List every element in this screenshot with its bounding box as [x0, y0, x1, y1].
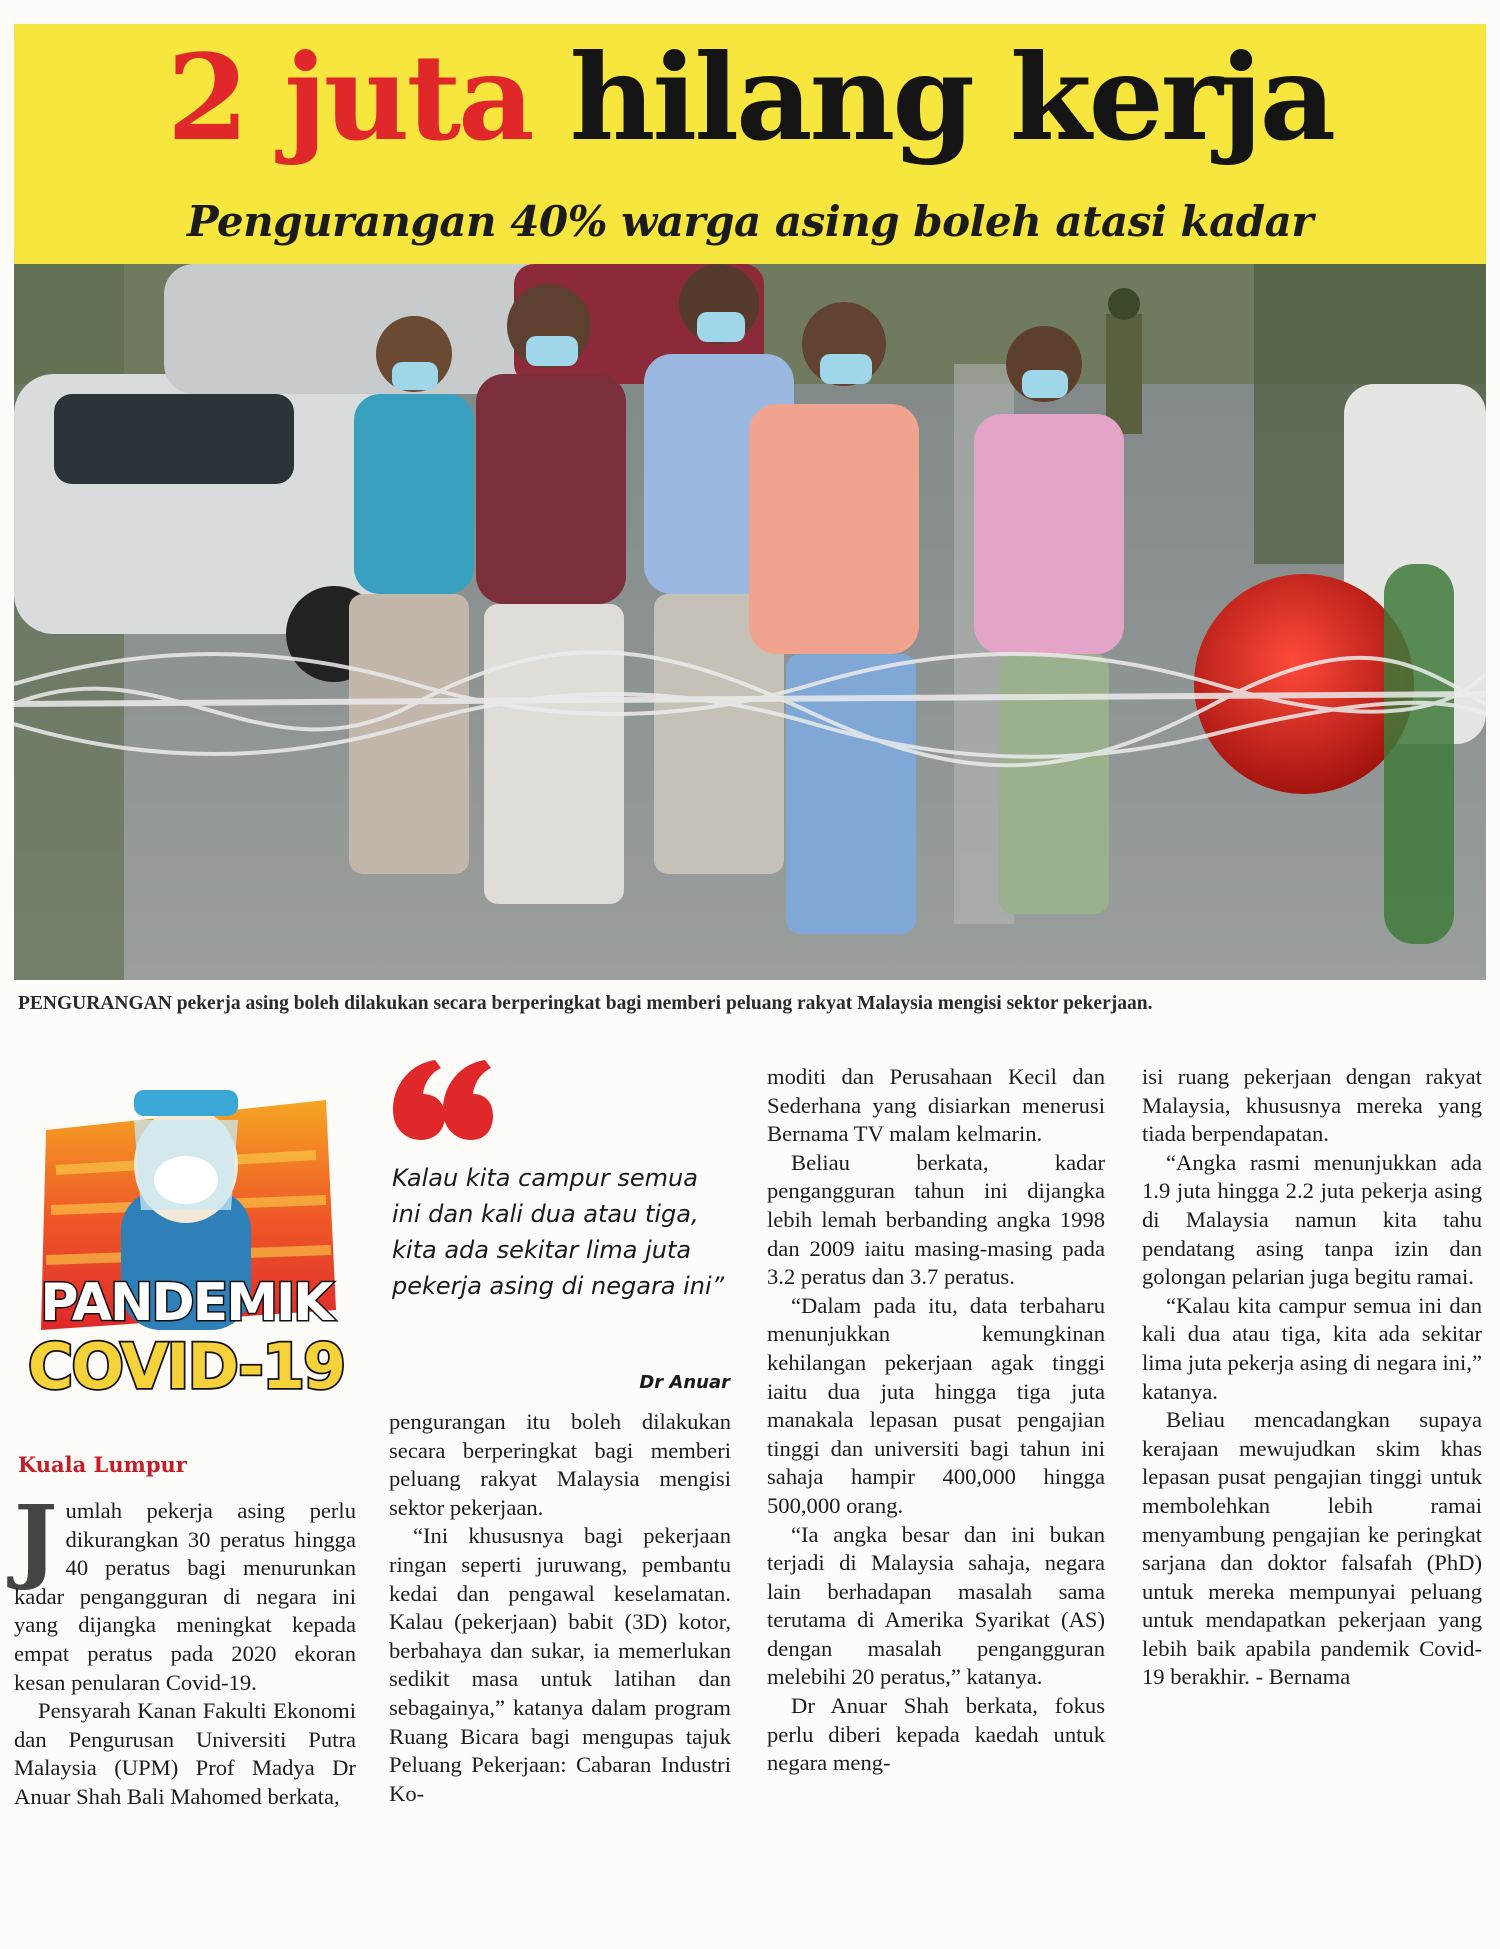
article-paragraph: “Ini khususnya bagi pekerjaan ringan seperti juruwang, pembantu kedai dan pengawal keselamatan. Kalau (pekerjaan) babit (3D) kotor, berbahaya dan sukar, ia memerlukan sedikit masa untuk latihan dan sebagainya,” katanya dalam program Ruang Bicara bagi mengupas tajuk Peluang Pekerjaan: Cabaran Industri Ko- [389, 1523, 731, 1806]
article-paragraph: pengurangan itu boleh dilakukan secara berperingkat bagi memberi peluang rakyat Malaysia mengisi sektor pekerjaan. [389, 1409, 731, 1520]
pandemik-covid19-logo [26, 1060, 346, 1420]
article-paragraph: “Ia angka besar dan ini bukan terjadi di Malaysia sahaja, negara lain berhadapan masalah sama terutama di Amerika Syarikat (AS) dengan masalah pengangguran melebihi 20 peratus,” katanya. [767, 1521, 1105, 1690]
article-paragraph: isi ruang pekerjaan dengan rakyat Malaysia, khususnya mereka yang tiada berpendapatan. [1142, 1064, 1482, 1147]
pullquote-text: Kalau kita campur semua ini dan kali dua atau tiga, kita ada sekitar lima juta pekerja asing di negara ini” [392, 1164, 725, 1300]
article-column-3 [767, 1063, 1105, 1778]
article-paragraph: “Kalau kita campur semua ini dan kali dua atau tiga, kita ada sekitar lima juta pekerja asing di negara ini,” katanya. [1142, 1292, 1482, 1404]
red-object [1194, 574, 1414, 794]
article-paragraph [14, 1485, 356, 1697]
dropcap: J [14, 1485, 58, 1593]
headline-black-part: hilang kerja [569, 28, 1334, 167]
article-text: umlah pekerja asing perlu dikurangkan 30 peratus hingga 40 peratus bagi menurunkan kadar pengangguran di negara ini yang dijangka meningkat kepada empat peratus pada 2020 ekoran kesan penularan Covid-19. [14, 1498, 356, 1695]
article-column-2 [389, 1408, 731, 1808]
article-paragraph: Pensyarah Kanan Fakulti Ekonomi dan Pengurusan Universiti Putra Malaysia (UPM) Prof Madya Dr Anuar Shah Bali Mahomed berkata, [14, 1698, 356, 1809]
quote-mark-icon [389, 1050, 493, 1144]
headline-banner [14, 24, 1486, 264]
headline-red-part: 2 juta [166, 28, 532, 167]
logo-line2: COVID-19 [27, 1330, 345, 1403]
article-paragraph: Beliau mencadangkan supaya kerajaan mewujudkan skim khas lepasan pusat pengajian tinggi untuk membolehkan lebih ramai menyambung pengajian ke peringkat sarjana dan doktor falsafah (PhD) untuk mereka mempunyai peluang untuk mendapatkan pekerjaan yang lebih baik apabila pandemik Covid-19 berakhir. - Bernama [1142, 1407, 1482, 1690]
article-paragraph: Dr Anuar Shah berkata, fokus perlu diberi kepada kaedah untuk negara meng- [767, 1693, 1105, 1776]
photo-caption: PENGURANGAN pekerja asing boleh dilakukan secara berperingkat bagi memberi peluang rakyat Malaysia mengisi sektor pekerjaan. [18, 993, 1153, 1014]
article-paragraph: “Dalam pada itu, data terbaharu menunjukkan kemungkinan kehilangan pekerjaan agak tinggi iaitu dua juta hingga tiga juta manakala lepasan pusat pengajian tinggi dan universiti bagi tahun ini sahaja hampir 400,000 hingga 500,000 orang. [767, 1292, 1105, 1518]
article-paragraph: moditi dan Perusahaan Kecil dan Sederhana yang disiarkan menerusi Bernama TV malam kelmarin. [767, 1064, 1105, 1147]
news-photo [14, 264, 1486, 980]
article-column-4 [1142, 1063, 1482, 1692]
article-paragraph: Beliau berkata, kadar pengangguran tahun ini dijangka lebih lemah berbanding angka 1998 dan 2009 iaitu masing-masing pada 3.2 peratus dan 3.7 peratus. [767, 1149, 1105, 1290]
headline [14, 28, 1486, 168]
pullquote-author: Dr Anuar [639, 1372, 730, 1393]
article-paragraph: “Angka rasmi menunjukkan ada 1.9 juta hingga 2.2 juta pekerja asing di Malaysia namun kita tahu pendatang asing tanpa izin dan golongan pelarian juga begitu ramai. [1142, 1149, 1482, 1290]
subheadline: Pengurangan 40% warga asing boleh atasi kadar [186, 197, 1314, 246]
dateline: Kuala Lumpur [18, 1452, 187, 1477]
article-column-1 [14, 1485, 356, 1812]
logo-line1: PANDEMIK [40, 1273, 332, 1333]
